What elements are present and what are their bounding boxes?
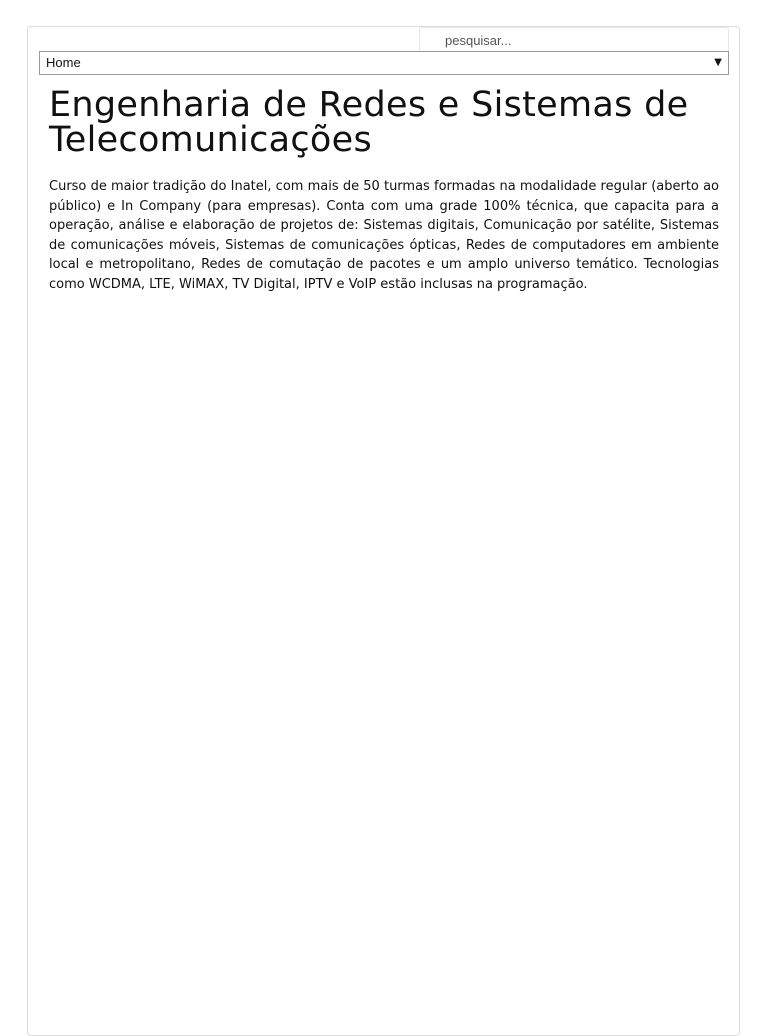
course-description: Curso de maior tradição do Inatel, com mais de 50 turmas formadas na modalidade regular (aberto ao público) e In Company (para empresas). Conta com uma grade 100% técnica, que capacita para a operação, análise e elaboração de projetos de: Sistemas digitais, Comunicação por satélite, Sistemas de comunicações móveis, Sistemas de comunicações ópticas, Redes de computadores em ambiente local e metropolitano, Redes de comutação de pacotes e um amplo universo temático. Tecnologias como WCDMA, LTE, WiMAX, TV Digital, IPTV e VoIP estão inclusas na programação. xyxy=(49,179,719,292)
page-title: Engenharia de Redes e Sistemas de Telecomunicações xyxy=(49,85,689,160)
navigation-select[interactable] xyxy=(39,51,729,75)
navigation-select-value: Home xyxy=(46,55,81,70)
search-input[interactable] xyxy=(428,29,718,51)
triangle-down-icon[interactable]: ▼ xyxy=(714,57,722,68)
search-box xyxy=(419,27,729,51)
